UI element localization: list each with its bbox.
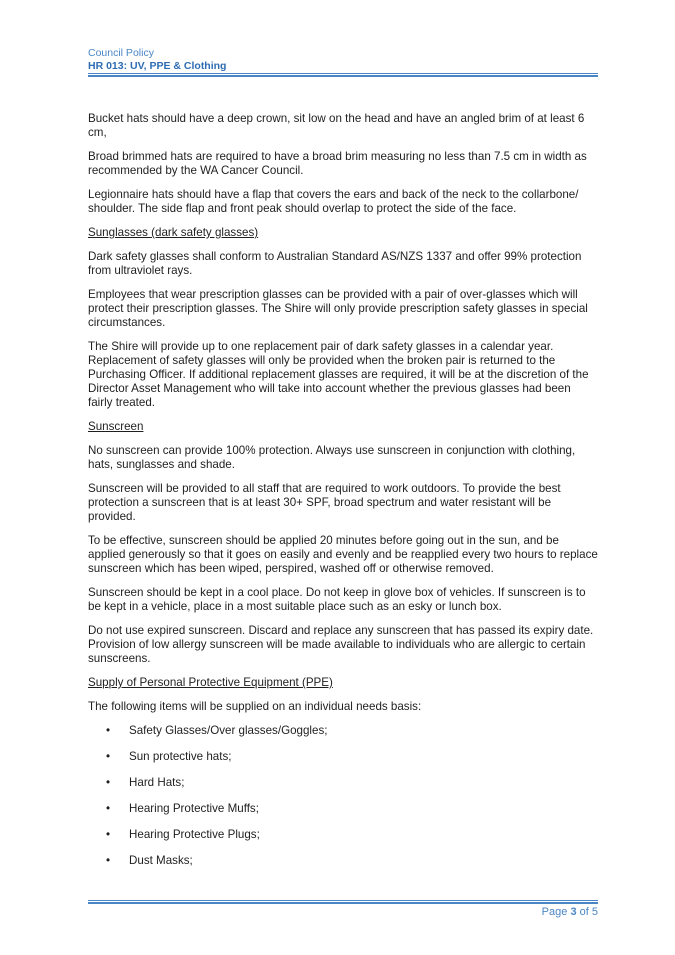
paragraph-sunscreen-application: To be effective, sunscreen should be applied 20 minutes before going out in the sun, and be applied generously so that it goes on easily and evenly and be reapplied every two hours to replace sunscreen which has been wiped, perspired, washed off or otherwise removed. — [88, 534, 598, 575]
header-divider — [88, 73, 598, 77]
list-item: • Sun protective hats; — [106, 750, 232, 763]
header-policy-title: HR 013: UV, PPE & Clothing — [88, 60, 227, 72]
bullet-icon: • — [106, 802, 111, 815]
section-heading-ppe-supply: Supply of Personal Protective Equipment (PPE) — [88, 676, 333, 689]
paragraph-safety-glasses-standard: Dark safety glasses shall conform to Australian Standard AS/NZS 1337 and offer 99% protection from ultraviolet rays. — [88, 250, 582, 277]
list-item: • Hard Hats; — [106, 776, 185, 789]
list-item: • Hearing Protective Muffs; — [106, 802, 259, 815]
bullet-icon: • — [106, 854, 111, 867]
bullet-icon: • — [106, 776, 111, 789]
section-heading-sunscreen: Sunscreen — [88, 420, 144, 433]
paragraph-sunscreen-protection: No sunscreen can provide 100% protection. Always use sunscreen in conjunction with clothing, hats, sunglasses and shade. — [88, 444, 576, 471]
list-item: • Hearing Protective Plugs; — [106, 828, 260, 841]
list-item: • Safety Glasses/Over glasses/Goggles; — [106, 724, 328, 737]
list-item: • Dust Masks; — [106, 854, 193, 867]
footer-divider — [88, 900, 598, 904]
header-policy-type: Council Policy — [88, 47, 154, 59]
page-number: Page 3 of 5 — [541, 906, 598, 918]
paragraph-sunscreen-provision: Sunscreen will be provided to all staff that are required to work outdoors. To provide the best protection a sunscreen that is at least 30+ SPF, broad spectrum and water resistant will be provided. — [88, 482, 561, 523]
bullet-icon: • — [106, 828, 111, 841]
paragraph-legionnaire-hats: Legionnaire hats should have a flap that covers the ears and back of the neck to the collarbone/ shoulder. The side flap and front peak should overlap to protect the side of the face. — [88, 188, 579, 215]
paragraph-bucket-hats: Bucket hats should have a deep crown, sit low on the head and have an angled brim of at least 6 cm, — [88, 112, 585, 139]
ppe-items-list — [88, 724, 598, 868]
bullet-icon: • — [106, 750, 111, 763]
paragraph-replacement-glasses: The Shire will provide up to one replacement pair of dark safety glasses in a calendar year. Replacement of safety glasses will only be provided when the broken pair is returned to the Purchasing Officer. If additional replacement glasses are required, it will be at the discretion of the Director Asset Management who will take into account whether the previous glasses had been fairly treated. — [88, 340, 589, 409]
paragraph-prescription-glasses: Employees that wear prescription glasses can be provided with a pair of over-glasses which will protect their prescription glasses. The Shire will only provide prescription safety glasses in special circumstances. — [88, 288, 588, 329]
section-heading-sunglasses: Sunglasses (dark safety glasses) — [88, 226, 259, 239]
paragraph-ppe-intro: The following items will be supplied on an individual needs basis: — [88, 700, 422, 713]
document-body — [88, 112, 598, 880]
bullet-icon: • — [106, 724, 111, 737]
paragraph-broad-brimmed-hats: Broad brimmed hats are required to have a broad brim measuring no less than 7.5 cm in width as recommended by the WA Cancer Council. — [88, 150, 587, 177]
paragraph-sunscreen-storage: Sunscreen should be kept in a cool place. Do not keep in glove box of vehicles. If sunscreen is to be kept in a vehicle, place in a most suitable place such as an esky or lunch box. — [88, 586, 586, 613]
document-header — [88, 47, 598, 73]
paragraph-expired-sunscreen: Do not use expired sunscreen. Discard and replace any sunscreen that has passed its expiry date. Provision of low allergy sunscreen will be made available to individuals who are allergic to certain sunscreens. — [88, 624, 594, 665]
